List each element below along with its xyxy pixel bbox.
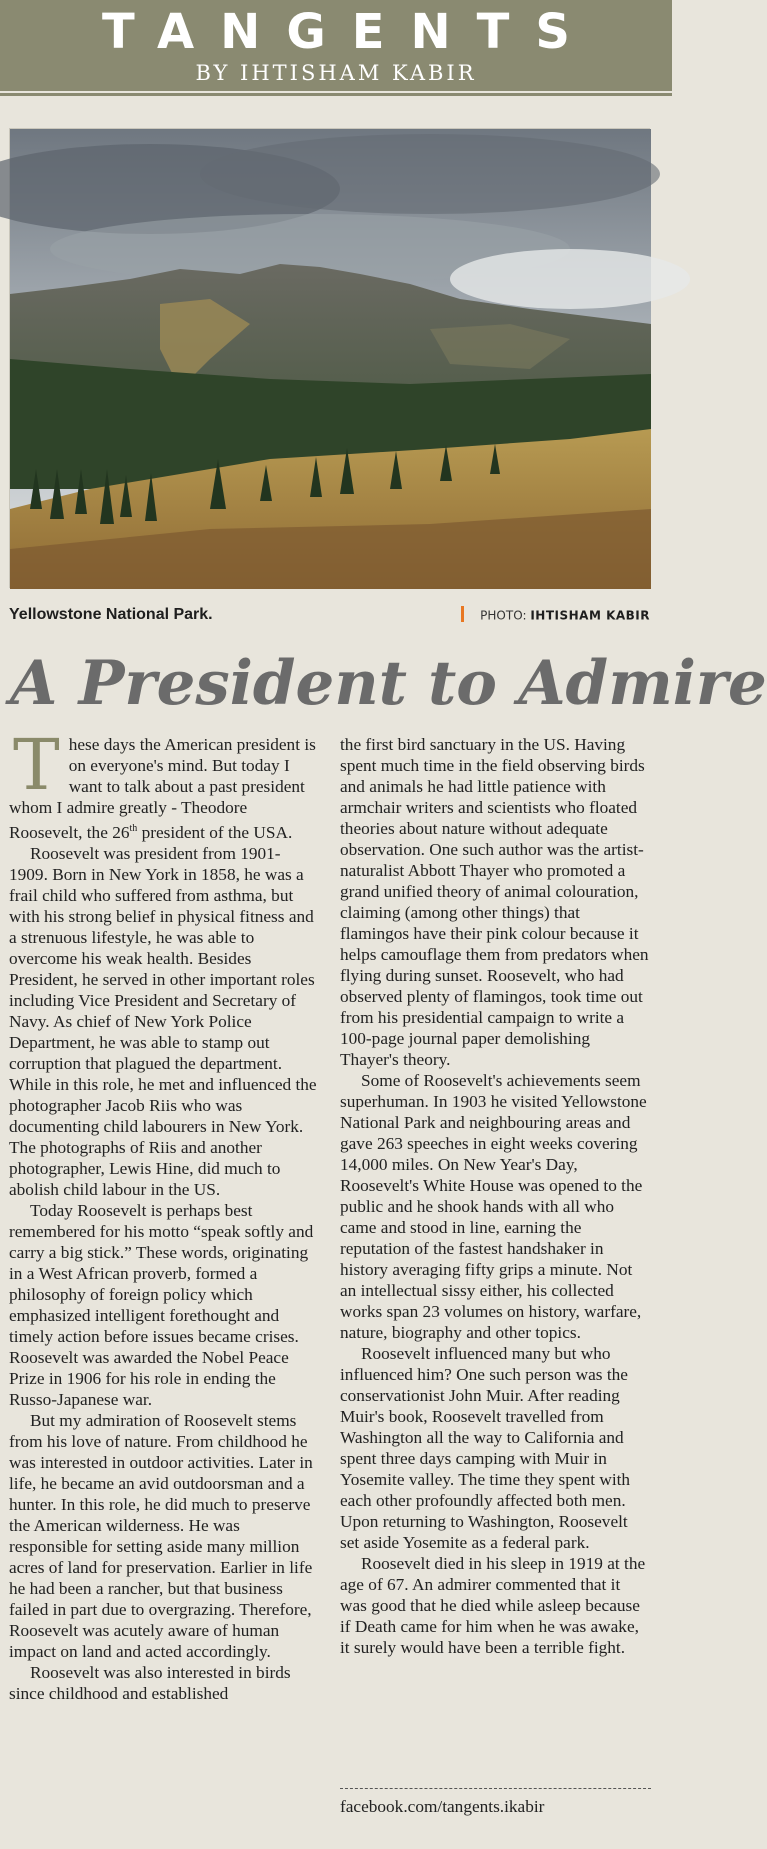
facebook-link[interactable]: facebook.com/tangents.ikabir: [340, 1797, 545, 1816]
dashed-divider: [340, 1788, 651, 1789]
landscape-photo: [9, 128, 650, 588]
photo-caption: [9, 606, 650, 628]
masthead-title: TANGENTS: [101, 4, 596, 60]
ordinal-suffix: th: [129, 823, 138, 834]
paragraph: Some of Roosevelt's achievements seem superhuman. In 1903 he visited Yellowstone National Park and neighbouring areas and gave 263 speeches in eight weeks covering 14,000 miles. On New Year's Day, Roosevelt's White House was opened to the public and he shook hands with all who came and stood in line, earning the reputation of the fastest handshaker in history averaging fifty grips a minute. Not an intellectual sissy either, his collected works span 23 volumes on history, warfare, nature, biography and other topics.: [340, 1071, 647, 1342]
article-headline: A President to Admire: [10, 648, 767, 719]
paragraph: Today Roosevelt is perhaps best remembered for his motto “speak softly and carry a big stick.” These words, originating in a West African proverb, formed a philosophy of foreign policy which emphasized intelligent forethought and timely action before issues became crises. Roosevelt was awarded the Nobel Peace Prize in 1906 for his role in ending the Russo-Japanese war.: [9, 1200, 314, 1409]
credit-bar: [461, 606, 464, 622]
drop-cap: T: [13, 724, 60, 806]
credit-name: IHTISHAM KABIR: [530, 608, 650, 623]
masthead-rule: [0, 93, 672, 96]
paragraph: But my admiration of Roosevelt stems from his love of nature. From childhood he was interested in outdoor activities. Later in life, he became an avid outdoorsman and a hunter. In this role, he did much to preserve the American wilderness. He was responsible for setting aside many million acres of land for preservation. Earlier in life he had been a rancher, but that business failed in part due to overgrazing. Therefore, Roosevelt was acutely aware of human impact on land and acted accordingly.: [9, 1410, 313, 1661]
paragraph: Roosevelt died in his sleep in 1919 at the age of 67. An admirer commented that it was good that he died while asleep because if Death came for him when he was awake, it surely would have been a terrible fight.: [340, 1554, 646, 1657]
paragraph-text: president of the USA.: [137, 822, 293, 842]
masthead-byline: BY IHTISHAM KABIR: [195, 61, 477, 85]
credit-label: PHOTO:: [480, 608, 527, 623]
paragraph-text: hese days the American president is on everyone's mind. But today I want to talk about a past president whom I admire greatly - Theodore Roosevelt, the 26: [9, 735, 316, 842]
paragraph: the first bird sanctuary in the US. Having spent much time in the field observing birds and animals he had little patience with armchair writers and scientists who floated theories about nature without adequate observation. One such author was the artist-naturalist Abbott Thayer who promoted a grand unified theory of animal colouration, claiming (among other things) that flamingos have their pink colour because it helps camouflage them from predators when flying during sunset. Roosevelt, who had observed plenty of flamingos, took time out from his presidential campaign to write a 100-page journal paper demolishing Thayer's theory.: [340, 735, 649, 1069]
paragraph: Roosevelt influenced many but who influenced him? One such person was the conservationist John Muir. After reading Muir's book, Roosevelt travelled from Washington all the way to California and spent three days camping with Muir in Yosemite valley. The time they spent with each other profoundly affected both men. Upon returning to Washington, Roosevelt set aside Yosemite as a federal park.: [340, 1344, 631, 1552]
paragraph: [9, 724, 318, 843]
paragraph: Roosevelt was also interested in birds since childhood and established: [9, 1662, 291, 1703]
photo-credit: [461, 608, 650, 624]
masthead: [0, 0, 672, 91]
caption-text: Yellowstone National Park.: [9, 606, 213, 623]
paragraph: Roosevelt was president from 1901-1909. Born in New York in 1858, he was a frail child who suffered from asthma, but with his strong belief in physical fitness and a strenuous lifestyle, he was able to overcome his weak health. Besides President, he served in other important roles including Vice President and Secretary of Navy. As chief of New York Police Department, he was able to stamp out corruption that plagued the department. While in this role, he met and influenced the photographer Jacob Riis who was documenting child labourers in New York. The photographs of Riis and another photographer, Lewis Hine, did much to abolish child labour in the US.: [9, 843, 317, 1199]
article-column-right: [340, 734, 651, 1658]
article-column-left: [9, 724, 318, 1704]
